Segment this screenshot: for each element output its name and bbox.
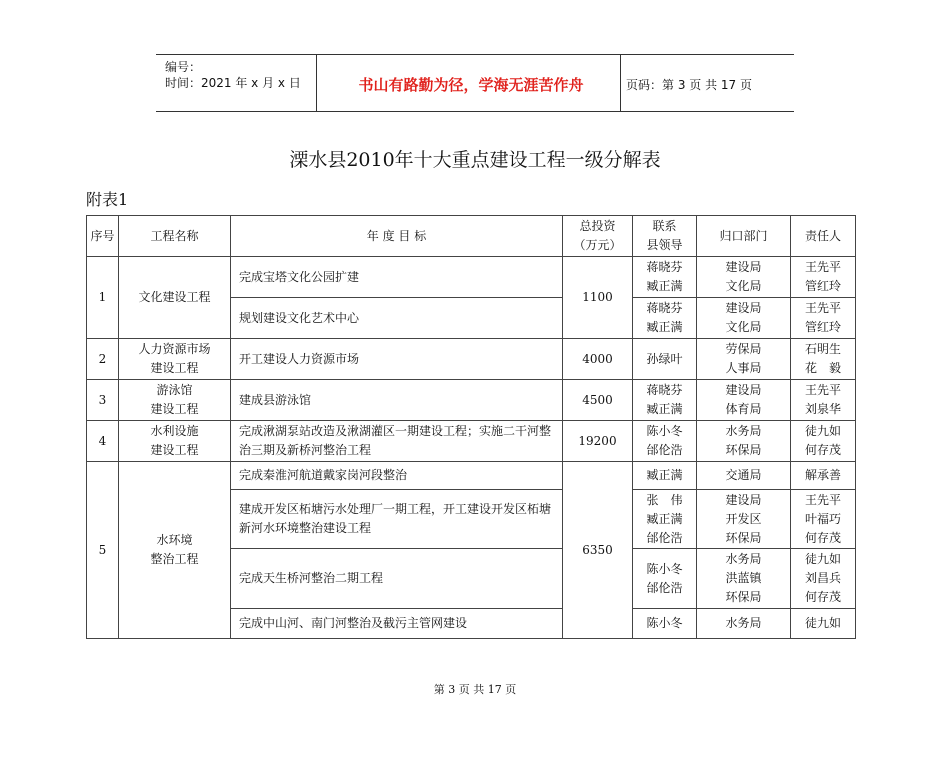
project-depts [697,298,791,339]
project-leaders-line: 臧正满 [646,320,683,334]
number-label: 编号： [165,60,202,74]
project-persons-line: 何存茂 [804,530,841,545]
project-persons-line: 管红玲 [804,279,841,293]
header-goal: 年 度 目 标 [231,216,563,257]
project-depts-line: 环保局 [725,530,762,545]
project-depts-line: 环保局 [725,443,762,457]
table-row [87,462,856,490]
project-goal: 完成中山河、南门河整治及截污主管网建设 [231,609,563,639]
header-leader: 联系 县领导 [633,216,697,257]
project-name-line: 水利设施 [150,424,199,438]
project-persons-line: 刘昌兵 [804,571,841,585]
header-dept: 归口部门 [697,216,791,257]
project-persons-line: 何存茂 [804,590,841,604]
project-depts-line: 水务局 [725,424,762,438]
table-row [87,380,856,421]
project-leaders-line: 张 伟 [646,492,683,507]
appendix-label: 附表1 [86,190,129,209]
project-name-line: 文化建设工程 [138,290,211,304]
page-footer: 第 3 页 共 17 页 [433,683,517,696]
project-leaders-line: 陈小冬 [646,561,683,576]
project-persons-line: 王先平 [804,260,841,274]
project-no: 5 [87,462,119,639]
project-name-line: 水环境 [156,533,193,547]
project-depts-line: 文化局 [725,320,762,334]
project-name-line: 整治工程 [150,552,199,566]
project-depts [697,462,791,490]
project-persons-line: 王先平 [804,301,841,315]
project-leaders [633,490,697,549]
project-persons [791,380,856,421]
project-name-line: 游泳馆 [156,383,193,397]
project-no: 1 [87,257,119,339]
project-investment: 4500 [563,380,633,421]
table-header-row [87,216,856,257]
project-depts [697,490,791,549]
project-depts-line: 交通局 [725,468,762,482]
project-leaders-line: 蒋晓芬 [646,383,683,397]
table-row [87,257,856,298]
header-name: 工程名称 [119,216,231,257]
project-persons-line: 何存茂 [804,443,841,457]
project-goal: 规划建设文化艺术中心 [231,298,563,339]
project-goal: 建成开发区柘塘污水处理厂一期工程，开工建设开发区柘塘新河水环境整治建设工程 [231,490,563,549]
project-depts-line: 建设局 [725,492,762,507]
project-depts-line: 劳保局 [725,342,762,356]
project-depts [697,380,791,421]
project-goal: 开工建设人力资源市场 [231,339,563,380]
project-depts [697,549,791,609]
project-persons [791,257,856,298]
project-leaders-line: 邰伦浩 [646,530,683,545]
project-leaders-line: 臧正满 [646,468,683,482]
project-depts-line: 建设局 [725,301,762,315]
project-name [119,257,231,339]
project-depts [697,339,791,380]
project-investment: 4000 [563,339,633,380]
header-no: 序号 [87,216,119,257]
project-leaders-line: 臧正满 [646,279,683,293]
header-divider [620,55,621,111]
project-persons-line: 徒九如 [804,616,841,630]
project-name-line: 建设工程 [150,402,199,416]
project-name [119,380,231,421]
project-depts-line: 环保局 [725,590,762,604]
project-persons [791,298,856,339]
project-depts [697,421,791,462]
header-person: 责任人 [791,216,856,257]
project-goal: 完成天生桥河整治二期工程 [231,549,563,609]
project-persons-line: 王先平 [804,383,841,397]
project-investment: 1100 [563,257,633,339]
project-investment: 6350 [563,462,633,639]
project-persons-line: 王先平 [804,492,841,507]
project-persons [791,421,856,462]
project-leaders-line: 邰伦浩 [646,580,683,595]
project-goal: 完成宝塔文化公园扩建 [231,257,563,298]
project-persons-line: 解承善 [804,468,841,482]
project-name [119,462,231,639]
project-depts-line: 水务局 [725,552,762,566]
project-persons-line: 徒九如 [804,552,841,566]
project-name [119,421,231,462]
time-label: 时间：2021 年 x 月 x 日 [165,76,301,90]
project-depts-line: 文化局 [725,279,762,293]
project-persons-line: 徒九如 [804,424,841,438]
project-depts-line: 建设局 [725,260,762,274]
project-leaders [633,380,697,421]
table-row [87,339,856,380]
project-no: 4 [87,421,119,462]
page-info: 页码：第 3 页 共 17 页 [626,78,752,92]
project-leaders [633,257,697,298]
page-header [156,54,794,112]
project-name-line: 建设工程 [150,361,199,375]
project-investment: 19200 [563,421,633,462]
project-goal: 完成秦淮河航道戴家岗河段整治 [231,462,563,490]
project-leaders [633,298,697,339]
project-leaders-line: 蒋晓芬 [646,260,683,274]
project-leaders-line: 陈小冬 [646,616,683,630]
project-persons [791,339,856,380]
motto: 书山有路勤为径，学海无涯苦作舟 [358,76,584,94]
project-name-line: 人力资源市场 [138,342,211,356]
project-persons-line: 管红玲 [804,320,841,334]
project-depts-line: 开发区 [725,511,762,526]
project-persons [791,549,856,609]
project-persons-line: 花 毅 [804,361,841,375]
project-name-line: 建设工程 [150,443,199,457]
project-table [86,215,856,639]
project-persons [791,490,856,549]
project-leaders [633,339,697,380]
project-persons [791,462,856,490]
header-divider [316,55,317,111]
project-leaders [633,462,697,490]
project-depts [697,257,791,298]
project-no: 3 [87,380,119,421]
project-leaders-line: 蒋晓芬 [646,301,683,315]
project-name [119,339,231,380]
project-depts-line: 体育局 [725,402,762,416]
project-no: 2 [87,339,119,380]
project-leaders-line: 臧正满 [646,402,683,416]
project-depts-line: 人事局 [725,361,762,375]
project-goal: 完成湫湖泵站改造及湫湖灌区一期建设工程；实施二干河整治三期及新桥河整治工程 [231,421,563,462]
project-leaders-line: 陈小冬 [646,424,683,438]
project-persons-line: 叶福巧 [804,511,841,526]
document-title: 溧水县2010年十大重点建设工程一级分解表 [289,149,661,171]
project-depts-line: 洪蓝镇 [725,571,762,585]
project-depts-line: 水务局 [725,616,762,630]
project-persons [791,609,856,639]
project-leaders [633,609,697,639]
project-leaders-line: 邰伦浩 [646,443,683,457]
project-leaders-line: 臧正满 [646,511,683,526]
project-persons-line: 石明生 [804,342,841,356]
project-leaders [633,421,697,462]
project-goal: 建成县游泳馆 [231,380,563,421]
project-leaders-line: 孙绿叶 [646,351,683,366]
table-row [87,421,856,462]
project-leaders [633,549,697,609]
project-depts-line: 建设局 [725,383,762,397]
header-investment: 总投资 （万元） [563,216,633,257]
project-depts [697,609,791,639]
project-persons-line: 刘泉华 [804,402,841,416]
